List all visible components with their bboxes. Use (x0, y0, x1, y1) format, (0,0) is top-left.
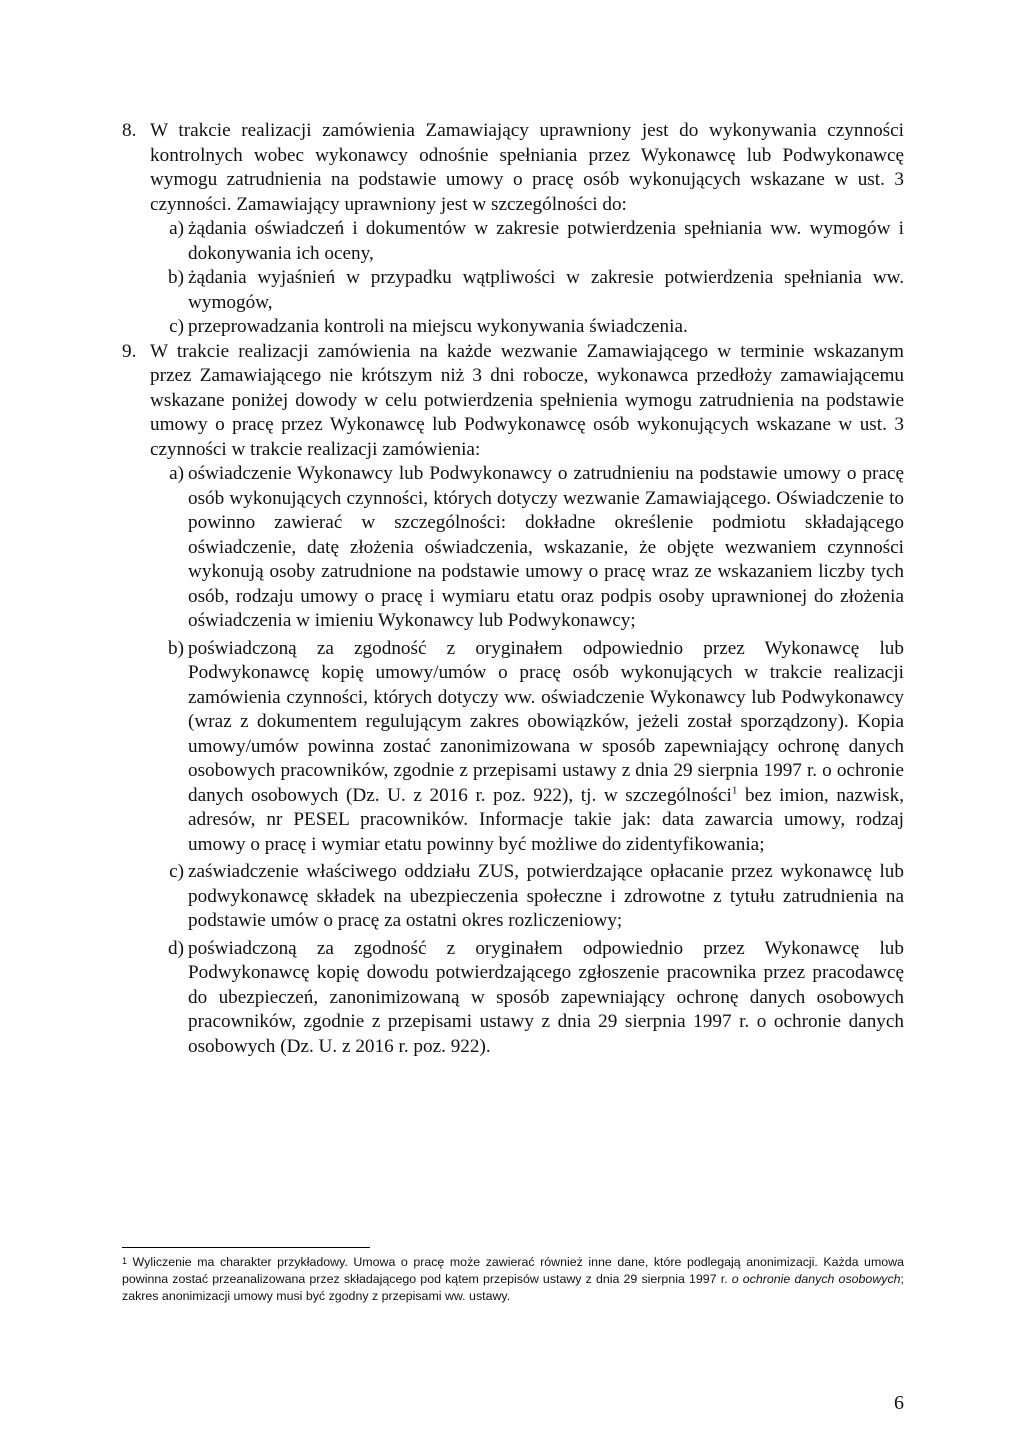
sub-item-text: oświadczenie Wykonawcy lub Podwykonawcy o zatrudnieniu na podstawie umowy o pracę osób wykonujących czynności, których dotyczy wezwanie Zamawiającego. Oświadczenie to powinno zawierać w szczególności: dokładne określenie podmiotu składającego oświadczenie, datę złożenia oświadczenia, wskazanie, że objęte wezwaniem czynności wykonują osoby zatrudnione na podstawie umowy o pracę wraz ze wskazaniem liczby tych osób, rodzaju umowy o pracę i wymiaru etatu oraz podpis osoby uprawnionej do złożenia oświadczenia w imieniu Wykonawcy lub Podwykonawcy; (188, 463, 904, 631)
list-item-8 (122, 119, 904, 340)
sub-item-letter: d) (168, 937, 184, 959)
item-body (150, 340, 904, 1060)
sub-item-text: żądania wyjaśnień w przypadku wątpliwości w zakresie potwierdzenia spełniania ww. wymogów, (188, 267, 904, 313)
sub-item-text-part: poświadczoną za zgodność z oryginałem odpowiednio przez Wykonawcę lub Podwykonawcę kopię umowy/umów o pracę osób wykonujących w trakcie realizacji zamówienia czynności, których dotyczy ww. oświadczenie Wykonawcy lub Podwykonawcy (wraz z dokumentem regulującym zakres obowiązków, jeżeli został sporządzony). Kopia umowy/umów powinna zostać zanonimizowana w sposób zapewniający ochronę danych osobowych pracowników, zgodnie z przepisami ustawy z dnia 29 sierpnia 1997 r. o ochronie danych osobowych (Dz. U. z 2016 r. poz. 922), tj. w szczególności (188, 637, 904, 806)
sub-item-text (184, 637, 904, 858)
footnote-italic-title: o ochronie danych osobowych (731, 1272, 901, 1286)
sub-item-8c (150, 315, 904, 340)
footnote-mark: 1 (122, 1256, 128, 1266)
footnote-reference: 1 (731, 784, 738, 797)
item-9-intro: W trakcie realizacji zamówienia na każde wezwanie Zamawiającego w terminie wskazanym przez Zamawiającego nie krótszym niż 3 dni robocze, wykonawca przedłoży zamawiającemu wskazane poniżej dowody w celu potwierdzenia spełnienia wymogu zatrudnienia na podstawie umowy o pracę przez Wykonawcę lub Podwykonawcę osób wykonujących wskazane w ust. 3 czynności w trakcie realizacji zamówienia: (150, 340, 904, 460)
item-number: 8. (122, 120, 137, 141)
sub-item-letter: a) (169, 463, 184, 484)
item-body (150, 119, 904, 340)
sub-item-9c (150, 860, 904, 934)
sub-item-text: poświadczoną za zgodność z oryginałem odpowiednio przez Wykonawcę lub Podwykonawcę kopię dowodu potwierdzającego zgłoszenie pracownika przez pracodawcę do ubezpieczeń, zanonimizowaną w sposób zapewniający ochronę danych osobowych pracowników, zgodnie z przepisami ustawy z dnia 29 sierpnia 1997 r. o ochronie danych osobowych (Dz. U. z 2016 r. poz. 922). (188, 937, 904, 1057)
sub-item-9d (150, 937, 904, 1060)
sub-item-9a (150, 462, 904, 634)
sub-item-letter: c) (169, 861, 184, 882)
list-item-9 (122, 340, 904, 1060)
sub-item-text: przeprowadzania kontroli na miejscu wykonywania świadczenia. (188, 316, 688, 337)
sub-item-letter: b) (168, 637, 184, 659)
footnote-separator (122, 1247, 370, 1248)
footnote-text: Wyliczenie ma charakter przykładowy. Umowa o pracę może zawierać również inne dane, które podlegają anonimizacji. Każda umowa powinna zostać przeanalizowana przez składającego pod kątem przepisów ustawy z dnia 29 sierpnia 1997 r. (122, 1255, 904, 1286)
footnote (122, 1254, 904, 1305)
sub-item-letter: b) (168, 267, 184, 288)
sub-item-8b (150, 266, 904, 315)
sub-item-text: żądania oświadczeń i dokumentów w zakresie potwierdzenia spełniania ww. wymogów i dokonywania ich oceny, (188, 218, 904, 264)
main-text (122, 119, 904, 1059)
sub-item-letter: c) (169, 316, 184, 337)
item-8-intro: W trakcie realizacji zamówienia Zamawiający uprawniony jest do wykonywania czynności kontrolnych wobec wykonawcy odnośnie spełniania przez Wykonawcę lub Podwykonawcę wymogu zatrudnienia na podstawie umowy o pracę osób wykonujących wskazane w ust. 3 czynności. Zamawiający uprawniony jest w szczególności do: (150, 120, 904, 215)
sub-item-letter: a) (169, 218, 184, 239)
sub-item-9b (150, 637, 904, 858)
footnote-text: ; zakres anonimizacji umowy musi być zgodny z przepisami ww. ustawy. (122, 1272, 904, 1303)
sub-item-8a (150, 217, 904, 266)
page-number: 6 (894, 1392, 904, 1414)
sub-item-text-part: bez imion, nazwisk, adresów, nr PESEL pracowników. Informacje takie jak: data zawarcia umowy, rodzaj umowy o pracę i wymiar etatu powinny być możliwe do zidentyfikowania; (188, 784, 904, 855)
item-number: 9. (122, 340, 137, 362)
sub-item-text: zaświadczenie właściwego oddziału ZUS, potwierdzające opłacanie przez wykonawcę lub podwykonawcę składek na ubezpieczenia społeczne i zdrowotne z tytułu zatrudnienia na podstawie umów o pracę za ostatni okres rozliczeniowy; (188, 861, 904, 931)
